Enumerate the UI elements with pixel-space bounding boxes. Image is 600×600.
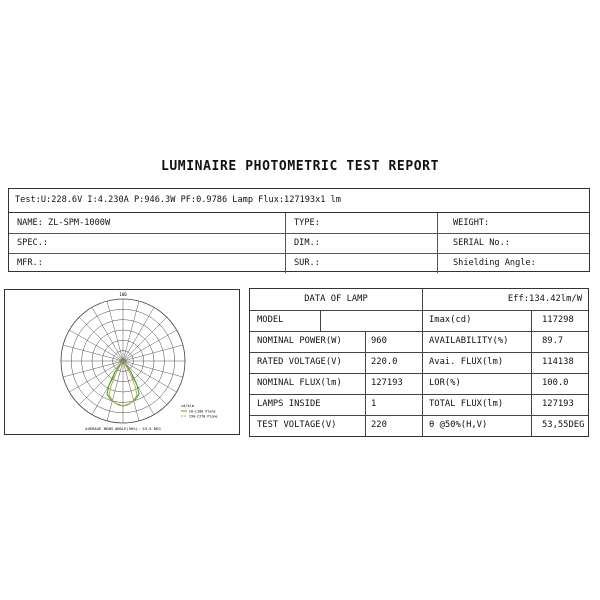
polar-grid [61, 299, 185, 423]
polar-radial-line [79, 317, 123, 361]
polar-radial-line [123, 307, 154, 361]
polar-radial-line [123, 317, 167, 361]
polar-top-label: 180 [119, 292, 127, 297]
lamp-data-right-value: 114138 [542, 357, 574, 367]
lamp-data-right-label: TOTAL FLUX(lm) [429, 399, 504, 409]
beam-angle-caption: AVERAGE BEAM ANGLE(50%): 53.5 DEG [85, 426, 161, 431]
lamp-data-left-label: TEST VOLTAGE(V) [257, 420, 337, 430]
lamp-data-left-label: LAMPS INSIDE [257, 399, 321, 409]
polar-legend [181, 404, 218, 419]
polar-radial-line [69, 330, 123, 361]
lamp-data-left-value: 220.0 [371, 357, 398, 367]
sur-field: SUR.: [294, 258, 320, 268]
polar-radial-line [123, 361, 167, 405]
lamp-data-left-label: MODEL [257, 315, 284, 325]
type-field: TYPE: [294, 218, 320, 228]
lamp-data-left-value: 960 [371, 336, 387, 346]
lamp-data-left-label: NOMINAL POWER(W) [257, 336, 342, 346]
serial-field: SERIAL No.: [453, 238, 510, 248]
shielding-angle-field: Shielding Angle: [453, 258, 536, 268]
product-info-grid [9, 213, 589, 273]
efficacy-value: Eff:134.42lm/W [507, 294, 582, 304]
lamp-data-table [249, 288, 589, 437]
polar-curve-panel [4, 289, 240, 435]
legend-title: cd/klm [181, 404, 194, 408]
lamp-data-right-value: 53,55DEG [542, 420, 585, 430]
lamp-data-left-label: RATED VOLTAGE(V) [257, 357, 342, 367]
dim-field: DIM.: [294, 238, 320, 248]
legend-c90-label: C90-C270 Plane [189, 414, 218, 419]
lamp-data-right-label: Imax(cd) [429, 315, 472, 325]
name-field: NAME: ZL-SPM-1000W [17, 218, 111, 228]
lamp-data-right-label: AVAILABILITY(%) [429, 336, 509, 346]
lamp-data-left-value: 1 [371, 399, 377, 409]
lamp-data-right-label: LOR(%) [429, 378, 461, 388]
mfr-field: MFR.: [17, 258, 43, 268]
lamp-data-left-label: NOMINAL FLUX(lm) [257, 378, 342, 388]
lamp-data-left-value: 127193 [371, 378, 403, 388]
lamp-data-right-value: 117298 [542, 315, 574, 325]
test-info-table [8, 188, 590, 272]
lamp-data-right-label: θ @50%(H,V) [429, 420, 488, 430]
lamp-data-left-value: 220 [371, 420, 387, 430]
polar-radial-line [79, 361, 123, 405]
lamp-data-right-value: 100.0 [542, 378, 569, 388]
weight-field: WEIGHT: [453, 218, 490, 228]
report-title: LUMINAIRE PHOTOMETRIC TEST REPORT [160, 159, 440, 174]
lamp-data-right-value: 89.7 [542, 336, 564, 346]
polar-radial-line [92, 307, 123, 361]
data-table-title: DATA OF LAMP [304, 294, 368, 304]
polar-radial-line [123, 330, 177, 361]
polar-diagram [5, 290, 239, 434]
lamp-data-right-value: 127193 [542, 399, 574, 409]
test-conditions: Test:U:228.6V I:4.230A P:946.3W PF:0.9786 Lamp Flux:127193x1 lm [9, 189, 589, 213]
lamp-data-right-label: Avai. FLUX(lm) [429, 357, 504, 367]
legend-c0-label: C0-C180 Plane [189, 409, 216, 414]
spec-field: SPEC.: [17, 238, 49, 248]
